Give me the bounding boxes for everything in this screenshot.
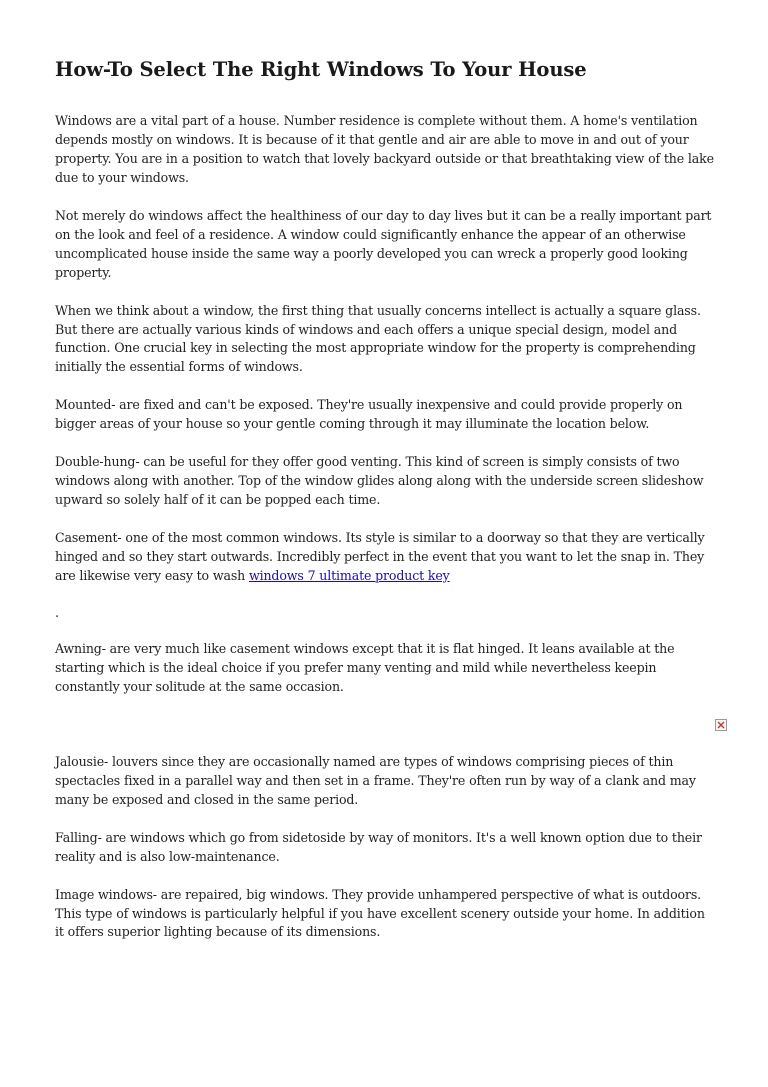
paragraph-mounted: Mounted- are fixed and can't be exposed. They're usually inexpensive and could provide properly on bigger areas of your house so your gentle coming through it may illuminate the location below. <box>55 397 683 432</box>
paragraph-double-hung: Double-hung- can be useful for they offer good venting. This kind of screen is simply consists of two windows along with another. Top of the window glides along along with the underside screen slideshow upward so solely half of it can be popped each time. <box>55 454 704 507</box>
paragraph-kinds: When we think about a window, the first thing that usually concerns intellect is actually a square glass. But there are actually various kinds of windows and each offers a unique special design, model and function. One crucial key in selecting the most appropriate window for the property is comprehending initially the essential forms of windows. <box>55 302 701 375</box>
period-line: . <box>55 604 60 620</box>
casement-text: Casement- one of the most common windows. Its style is similar to a doorway so that they are vertically hinged and so they start outwards. Incredibly perfect in the event that you want to let the snap in. They are likewise very easy to wash <box>55 529 705 583</box>
paragraph-casement <box>55 529 715 586</box>
paragraph-falling: Falling- are windows which go from sidetoside by way of monitors. It's a well known option due to their reality and is also low-maintenance. <box>55 829 702 864</box>
paragraph-health: Not merely do windows affect the healthiness of our day to day lives but it can be a really important part on the look and feel of a residence. A window could significantly enhance the appear of an otherwise uncomplicated house inside the same way a poorly developed you can wreck a properly good looking property. <box>55 208 712 280</box>
image-row <box>55 719 715 741</box>
document-page <box>55 58 715 961</box>
paragraph-jalousie: Jalousie- louvers since they are occasionally named are types of windows comprising pieces of thin spectacles fixed in a parallel way and then set in a frame. They're often run by way of a clank and may many be exposed and closed in the same period. <box>55 754 696 807</box>
paragraph-awning: Awning- are very much like casement windows except that it is flat hinged. It leans available at the starting which is the ideal choice if you prefer many venting and mild while nevertheless keepin constantly your solitude at the same occasion. <box>55 641 675 695</box>
page-title: How-To Select The Right Windows To Your House <box>55 58 587 81</box>
broken-image-icon <box>715 719 727 731</box>
product-key-link[interactable]: windows 7 ultimate product key <box>248 567 450 583</box>
paragraph-image-windows: Image windows- are repaired, big windows. They provide unhampered perspective of what is outdoors. This type of windows is particularly helpful if you have excellent scenery outside your home. In addition it offers superior lighting because of its dimensions. <box>55 886 705 940</box>
paragraph-intro: Windows are a vital part of a house. Number residence is complete without them. A home's ventilation depends mostly on windows. It is because of it that gentle and air are able to move in and out of your property. You are in a position to watch that lovely backyard outside or that breathtaking view of the lake due to your windows. <box>55 113 714 186</box>
